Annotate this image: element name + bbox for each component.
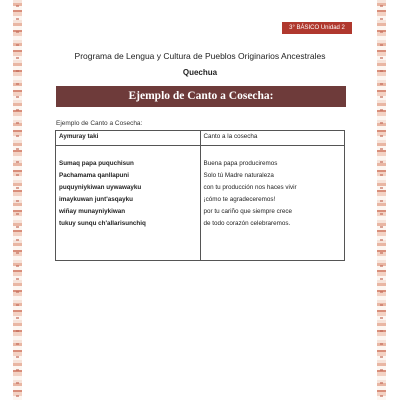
spanish-lyrics-cell [200, 146, 345, 261]
quechua-line: Pachamama qanllapuni [59, 172, 129, 179]
quechua-line: tukuy sunqu ch'allarisunchiq [59, 220, 146, 227]
quechua-line: Sumaq papa puquchisun [59, 160, 134, 167]
quechua-lyrics-cell [56, 146, 201, 261]
quechua-title: Aymuray taki [59, 133, 99, 140]
spanish-title: Canto a la cosecha [203, 133, 258, 140]
spanish-line: ¡cómo te agradeceremos! [203, 196, 276, 203]
spanish-line: Solo tú Madre naturaleza [203, 172, 274, 179]
song-table-body-row [56, 146, 345, 261]
quechua-title-cell [56, 131, 201, 146]
song-table [55, 130, 345, 261]
section-banner: Ejemplo de Canto a Cosecha: [56, 86, 346, 107]
quechua-line: wiñay munayniykiwan [59, 208, 126, 215]
quechua-line: puquyniykiwan uywawayku [59, 184, 142, 191]
spanish-line: con tu producción nos haces vivir [203, 184, 297, 191]
language-title: Quechua [182, 68, 218, 77]
song-table-header-row [56, 131, 345, 146]
quechua-line: imaykuwan junt'asqayku [59, 196, 133, 203]
spanish-title-cell [200, 131, 345, 146]
unit-badge: 3° BÁSICO Unidad 2 [282, 22, 352, 34]
program-title: Programa de Lengua y Cultura de Pueblos Originarios Ancestrales [74, 51, 326, 61]
intro-label: Ejemplo de Canto a Cosecha: [56, 120, 143, 127]
spanish-line: de todo corazón celebraremos. [203, 220, 291, 227]
spanish-line: por tu cariño que siempre crece [203, 208, 293, 215]
left-decorative-border [13, 0, 22, 400]
right-decorative-border [377, 0, 386, 400]
spanish-line: Buena papa produciremos [203, 160, 278, 167]
